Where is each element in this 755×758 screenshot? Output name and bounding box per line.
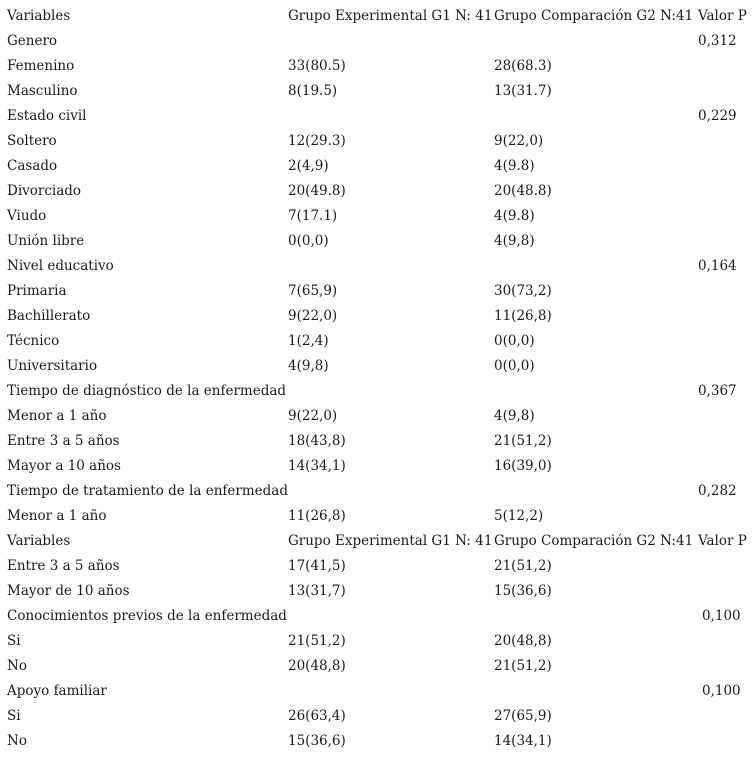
group-experimental-cell: 33(80.5) bbox=[288, 58, 346, 74]
group-experimental-cell: 9(22,0) bbox=[288, 408, 338, 424]
variable-cell: Unión libre bbox=[7, 233, 85, 249]
group-experimental-cell: 14(34,1) bbox=[288, 458, 346, 474]
variable-cell: Estado civil bbox=[7, 108, 87, 124]
table-row bbox=[0, 404, 755, 429]
table-row bbox=[0, 354, 755, 379]
group-comparison-cell: Grupo Comparación G2 N:41 bbox=[494, 8, 694, 24]
group-comparison-cell: 21(51,2) bbox=[494, 433, 552, 449]
variable-cell: Bachillerato bbox=[7, 308, 91, 324]
table-row bbox=[0, 29, 755, 54]
group-experimental-cell: Grupo Experimental G1 N: 41 bbox=[288, 8, 493, 24]
variable-cell: Entre 3 a 5 años bbox=[7, 558, 120, 574]
group-comparison-cell: 14(34,1) bbox=[494, 733, 552, 749]
p-value-cell: 0,100 bbox=[702, 608, 741, 624]
table-row bbox=[0, 679, 755, 704]
table-row bbox=[0, 204, 755, 229]
group-experimental-cell: 1(2,4) bbox=[288, 333, 329, 349]
data-table bbox=[0, 4, 755, 754]
group-experimental-cell: 8(19.5) bbox=[288, 83, 338, 99]
table-row bbox=[0, 654, 755, 679]
group-experimental-cell: 13(31,7) bbox=[288, 583, 346, 599]
variable-cell: Conocimientos previos de la enfermedad bbox=[7, 608, 287, 624]
group-comparison-cell: 4(9,8) bbox=[494, 408, 535, 424]
group-experimental-cell: 20(48,8) bbox=[288, 658, 346, 674]
group-experimental-cell: Grupo Experimental G1 N: 41 bbox=[288, 533, 493, 549]
table-row bbox=[0, 379, 755, 404]
variable-cell: Casado bbox=[7, 158, 58, 174]
variable-cell: Tiempo de diagnóstico de la enfermedad bbox=[7, 383, 287, 399]
table-row bbox=[0, 604, 755, 629]
table-row bbox=[0, 104, 755, 129]
table-row bbox=[0, 579, 755, 604]
table-row bbox=[0, 479, 755, 504]
group-comparison-cell: 30(73,2) bbox=[494, 283, 552, 299]
group-comparison-cell: 28(68.3) bbox=[494, 58, 552, 74]
group-experimental-cell: 26(63,4) bbox=[288, 708, 346, 724]
group-comparison-cell: 20(48.8) bbox=[494, 183, 552, 199]
table-row bbox=[0, 129, 755, 154]
variable-cell: Apoyo familiar bbox=[7, 683, 107, 699]
group-comparison-cell: Grupo Comparación G2 N:41 bbox=[494, 533, 694, 549]
group-comparison-cell: 5(12,2) bbox=[494, 508, 544, 524]
group-comparison-cell: 11(26,8) bbox=[494, 308, 552, 324]
variable-cell: Femenino bbox=[7, 58, 75, 74]
group-comparison-cell: 4(9.8) bbox=[494, 208, 535, 224]
variable-cell: No bbox=[7, 658, 27, 674]
group-experimental-cell: 12(29.3) bbox=[288, 133, 346, 149]
p-value-cell: Valor P bbox=[698, 8, 747, 24]
p-value-cell: 0,312 bbox=[698, 33, 737, 49]
variable-cell: Entre 3 a 5 años bbox=[7, 433, 120, 449]
variable-cell: Tiempo de tratamiento de la enfermedad bbox=[7, 483, 288, 499]
table-row bbox=[0, 729, 755, 754]
table-header-row bbox=[0, 529, 755, 554]
group-experimental-cell: 7(65,9) bbox=[288, 283, 338, 299]
p-value-cell: 0,100 bbox=[702, 683, 741, 699]
variable-cell: Primaria bbox=[7, 283, 67, 299]
group-experimental-cell: 2(4,9) bbox=[288, 158, 329, 174]
group-comparison-cell: 9(22,0) bbox=[494, 133, 544, 149]
variable-cell: Técnico bbox=[7, 333, 60, 349]
table-row bbox=[0, 704, 755, 729]
table-row bbox=[0, 504, 755, 529]
group-comparison-cell: 0(0,0) bbox=[494, 358, 535, 374]
table-row bbox=[0, 429, 755, 454]
table-row bbox=[0, 329, 755, 354]
variable-cell: Variables bbox=[7, 8, 71, 24]
variable-cell: Universitario bbox=[7, 358, 98, 374]
group-comparison-cell: 4(9.8) bbox=[494, 158, 535, 174]
table-row bbox=[0, 554, 755, 579]
variable-cell: Si bbox=[7, 633, 21, 649]
table-row bbox=[0, 229, 755, 254]
variable-cell: Genero bbox=[7, 33, 58, 49]
p-value-cell: Valor P bbox=[698, 533, 747, 549]
group-experimental-cell: 20(49.8) bbox=[288, 183, 346, 199]
group-experimental-cell: 18(43,8) bbox=[288, 433, 346, 449]
group-experimental-cell: 21(51,2) bbox=[288, 633, 346, 649]
variable-cell: Viudo bbox=[7, 208, 47, 224]
group-comparison-cell: 13(31.7) bbox=[494, 83, 552, 99]
group-comparison-cell: 4(9,8) bbox=[494, 233, 535, 249]
group-experimental-cell: 15(36,6) bbox=[288, 733, 346, 749]
table-row bbox=[0, 179, 755, 204]
variable-cell: Mayor a 10 años bbox=[7, 458, 121, 474]
group-comparison-cell: 0(0,0) bbox=[494, 333, 535, 349]
group-comparison-cell: 15(36,6) bbox=[494, 583, 552, 599]
table-row bbox=[0, 304, 755, 329]
group-comparison-cell: 21(51,2) bbox=[494, 558, 552, 574]
table-header-row bbox=[0, 4, 755, 29]
table-row bbox=[0, 629, 755, 654]
variable-cell: Si bbox=[7, 708, 21, 724]
group-experimental-cell: 7(17.1) bbox=[288, 208, 338, 224]
group-comparison-cell: 27(65,9) bbox=[494, 708, 552, 724]
variable-cell: Soltero bbox=[7, 133, 57, 149]
group-experimental-cell: 9(22,0) bbox=[288, 308, 338, 324]
group-experimental-cell: 11(26,8) bbox=[288, 508, 346, 524]
variable-cell: Divorciado bbox=[7, 183, 82, 199]
group-comparison-cell: 21(51,2) bbox=[494, 658, 552, 674]
group-experimental-cell: 17(41,5) bbox=[288, 558, 346, 574]
p-value-cell: 0,282 bbox=[698, 483, 737, 499]
variable-cell: Menor a 1 año bbox=[7, 408, 107, 424]
group-experimental-cell: 4(9,8) bbox=[288, 358, 329, 374]
table-row bbox=[0, 454, 755, 479]
table-row bbox=[0, 79, 755, 104]
variable-cell: No bbox=[7, 733, 27, 749]
p-value-cell: 0,367 bbox=[698, 383, 737, 399]
variable-cell: Variables bbox=[7, 533, 71, 549]
group-comparison-cell: 16(39,0) bbox=[494, 458, 552, 474]
group-comparison-cell: 20(48,8) bbox=[494, 633, 552, 649]
p-value-cell: 0,164 bbox=[698, 258, 737, 274]
variable-cell: Mayor de 10 años bbox=[7, 583, 130, 599]
table-row bbox=[0, 154, 755, 179]
table-row bbox=[0, 54, 755, 79]
p-value-cell: 0,229 bbox=[698, 108, 737, 124]
group-experimental-cell: 0(0,0) bbox=[288, 233, 329, 249]
variable-cell: Masculino bbox=[7, 83, 78, 99]
variable-cell: Menor a 1 año bbox=[7, 508, 107, 524]
table-row bbox=[0, 254, 755, 279]
table-row bbox=[0, 279, 755, 304]
variable-cell: Nivel educativo bbox=[7, 258, 114, 274]
